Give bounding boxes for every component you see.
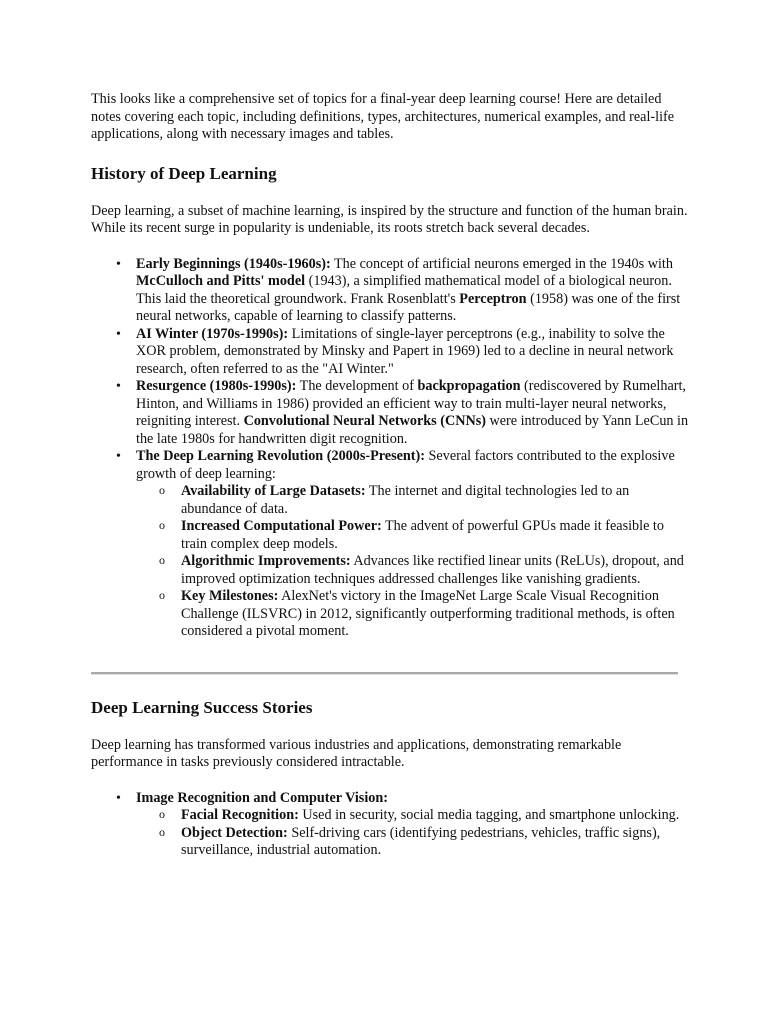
- sublist-item: o Increased Computational Power: The advent of powerful GPUs made it feasible to train complex deep models.: [181, 518, 691, 553]
- list-item-resurgence: • Resurgence (1980s-1990s): The development of backpropagation (rediscovered by Rumelhart, Hinton, and Williams in 1986) provided an efficient way to train multi-layer neural networks, reigniting interest. Convolutional Neural Networks (CNNs) were introduced by Yann LeCun in the late 1980s for handwritten digit recognition.: [136, 378, 691, 448]
- list-item-deep-learning-revolution: • The Deep Learning Revolution (2000s-Present): Several factors contributed to the explosive growth of deep learning: o Availability of Large Datasets: The internet and digital technologies led to an abundance of data. o Increased Computational Power: The advent of powerful GPUs made it feasible to train complex deep models. o Algorithmic Improvements: Advances like rectified linear units (ReLUs), dropout, and improved optimization techniques addressed challenges like vanishing gradients. o Key Milestones: AlexNet's victory in the ImageNet Large Scale Visual Recognition Challenge (ILSVRC) in 2012, significantly outperforming traditional methods, is often considered a pivotal moment.: [136, 448, 691, 641]
- list-item-ai-winter: • AI Winter (1970s-1990s): Limitations of single-layer perceptrons (e.g., inability to solve the XOR problem, demonstrated by Minsky and Papert in 1969) led to a decline in neural network research, often referred to as the "AI Winter.": [136, 326, 691, 379]
- success-heading: Deep Learning Success Stories: [91, 697, 313, 717]
- horizontal-divider: [91, 672, 678, 675]
- list-item-image-recognition: [136, 790, 691, 860]
- image-recognition-sublist: [136, 807, 691, 860]
- sublist-item: o Facial Recognition: Used in security, social media tagging, and smartphone unlocking.: [181, 807, 691, 825]
- sublist-item: o Object Detection: Self-driving cars (identifying pedestrians, vehicles, traffic signs), surveillance, industrial automation.: [181, 825, 691, 860]
- item-label: Image Recognition and Computer Vision:: [136, 789, 388, 806]
- sublist-item: o Key Milestones: AlexNet's victory in the ImageNet Large Scale Visual Recognition Challenge (ILSVRC) in 2012, significantly outperforming traditional methods, is often considered a pivotal moment.: [181, 588, 691, 641]
- item-label: The Deep Learning Revolution (2000s-Present):: [136, 448, 425, 464]
- document-body: [91, 91, 691, 860]
- sublist-item: o Availability of Large Datasets: The internet and digital technologies led to an abundance of data.: [181, 483, 691, 518]
- history-paragraph: Deep learning, a subset of machine learning, is inspired by the structure and function of the human brain. While its recent surge in popularity is undeniable, its roots stretch back several decades.: [91, 202, 688, 236]
- item-label: AI Winter (1970s-1990s):: [136, 325, 289, 342]
- item-label: Early Beginnings (1940s-1960s):: [136, 255, 331, 272]
- success-paragraph: Deep learning has transformed various industries and applications, demonstrating remarkable performance in tasks previously considered intractable.: [91, 736, 622, 770]
- sublist-item: o Algorithmic Improvements: Advances like rectified linear units (ReLUs), dropout, and improved optimization techniques addressed challenges like vanishing gradients.: [181, 553, 691, 588]
- history-heading: History of Deep Learning: [91, 163, 277, 183]
- history-list: [91, 256, 691, 641]
- intro-paragraph: This looks like a comprehensive set of topics for a final-year deep learning course! Here are detailed notes covering each topic, including definitions, types, architectures, numerical examples, and real-life applications, along with necessary images and tables.: [91, 91, 675, 142]
- success-list: [91, 790, 691, 860]
- item-label: Resurgence (1980s-1990s):: [136, 378, 297, 394]
- list-item-early-beginnings: • Early Beginnings (1940s-1960s): The concept of artificial neurons emerged in the 1940s with McCulloch and Pitts' model (1943), a simplified mathematical model of a biological neuron. This laid the theoretical groundwork. Frank Rosenblatt's Perceptron (1958) was one of the first neural networks, capable of learning to classify patterns.: [136, 256, 691, 326]
- revolution-sublist: [136, 483, 691, 641]
